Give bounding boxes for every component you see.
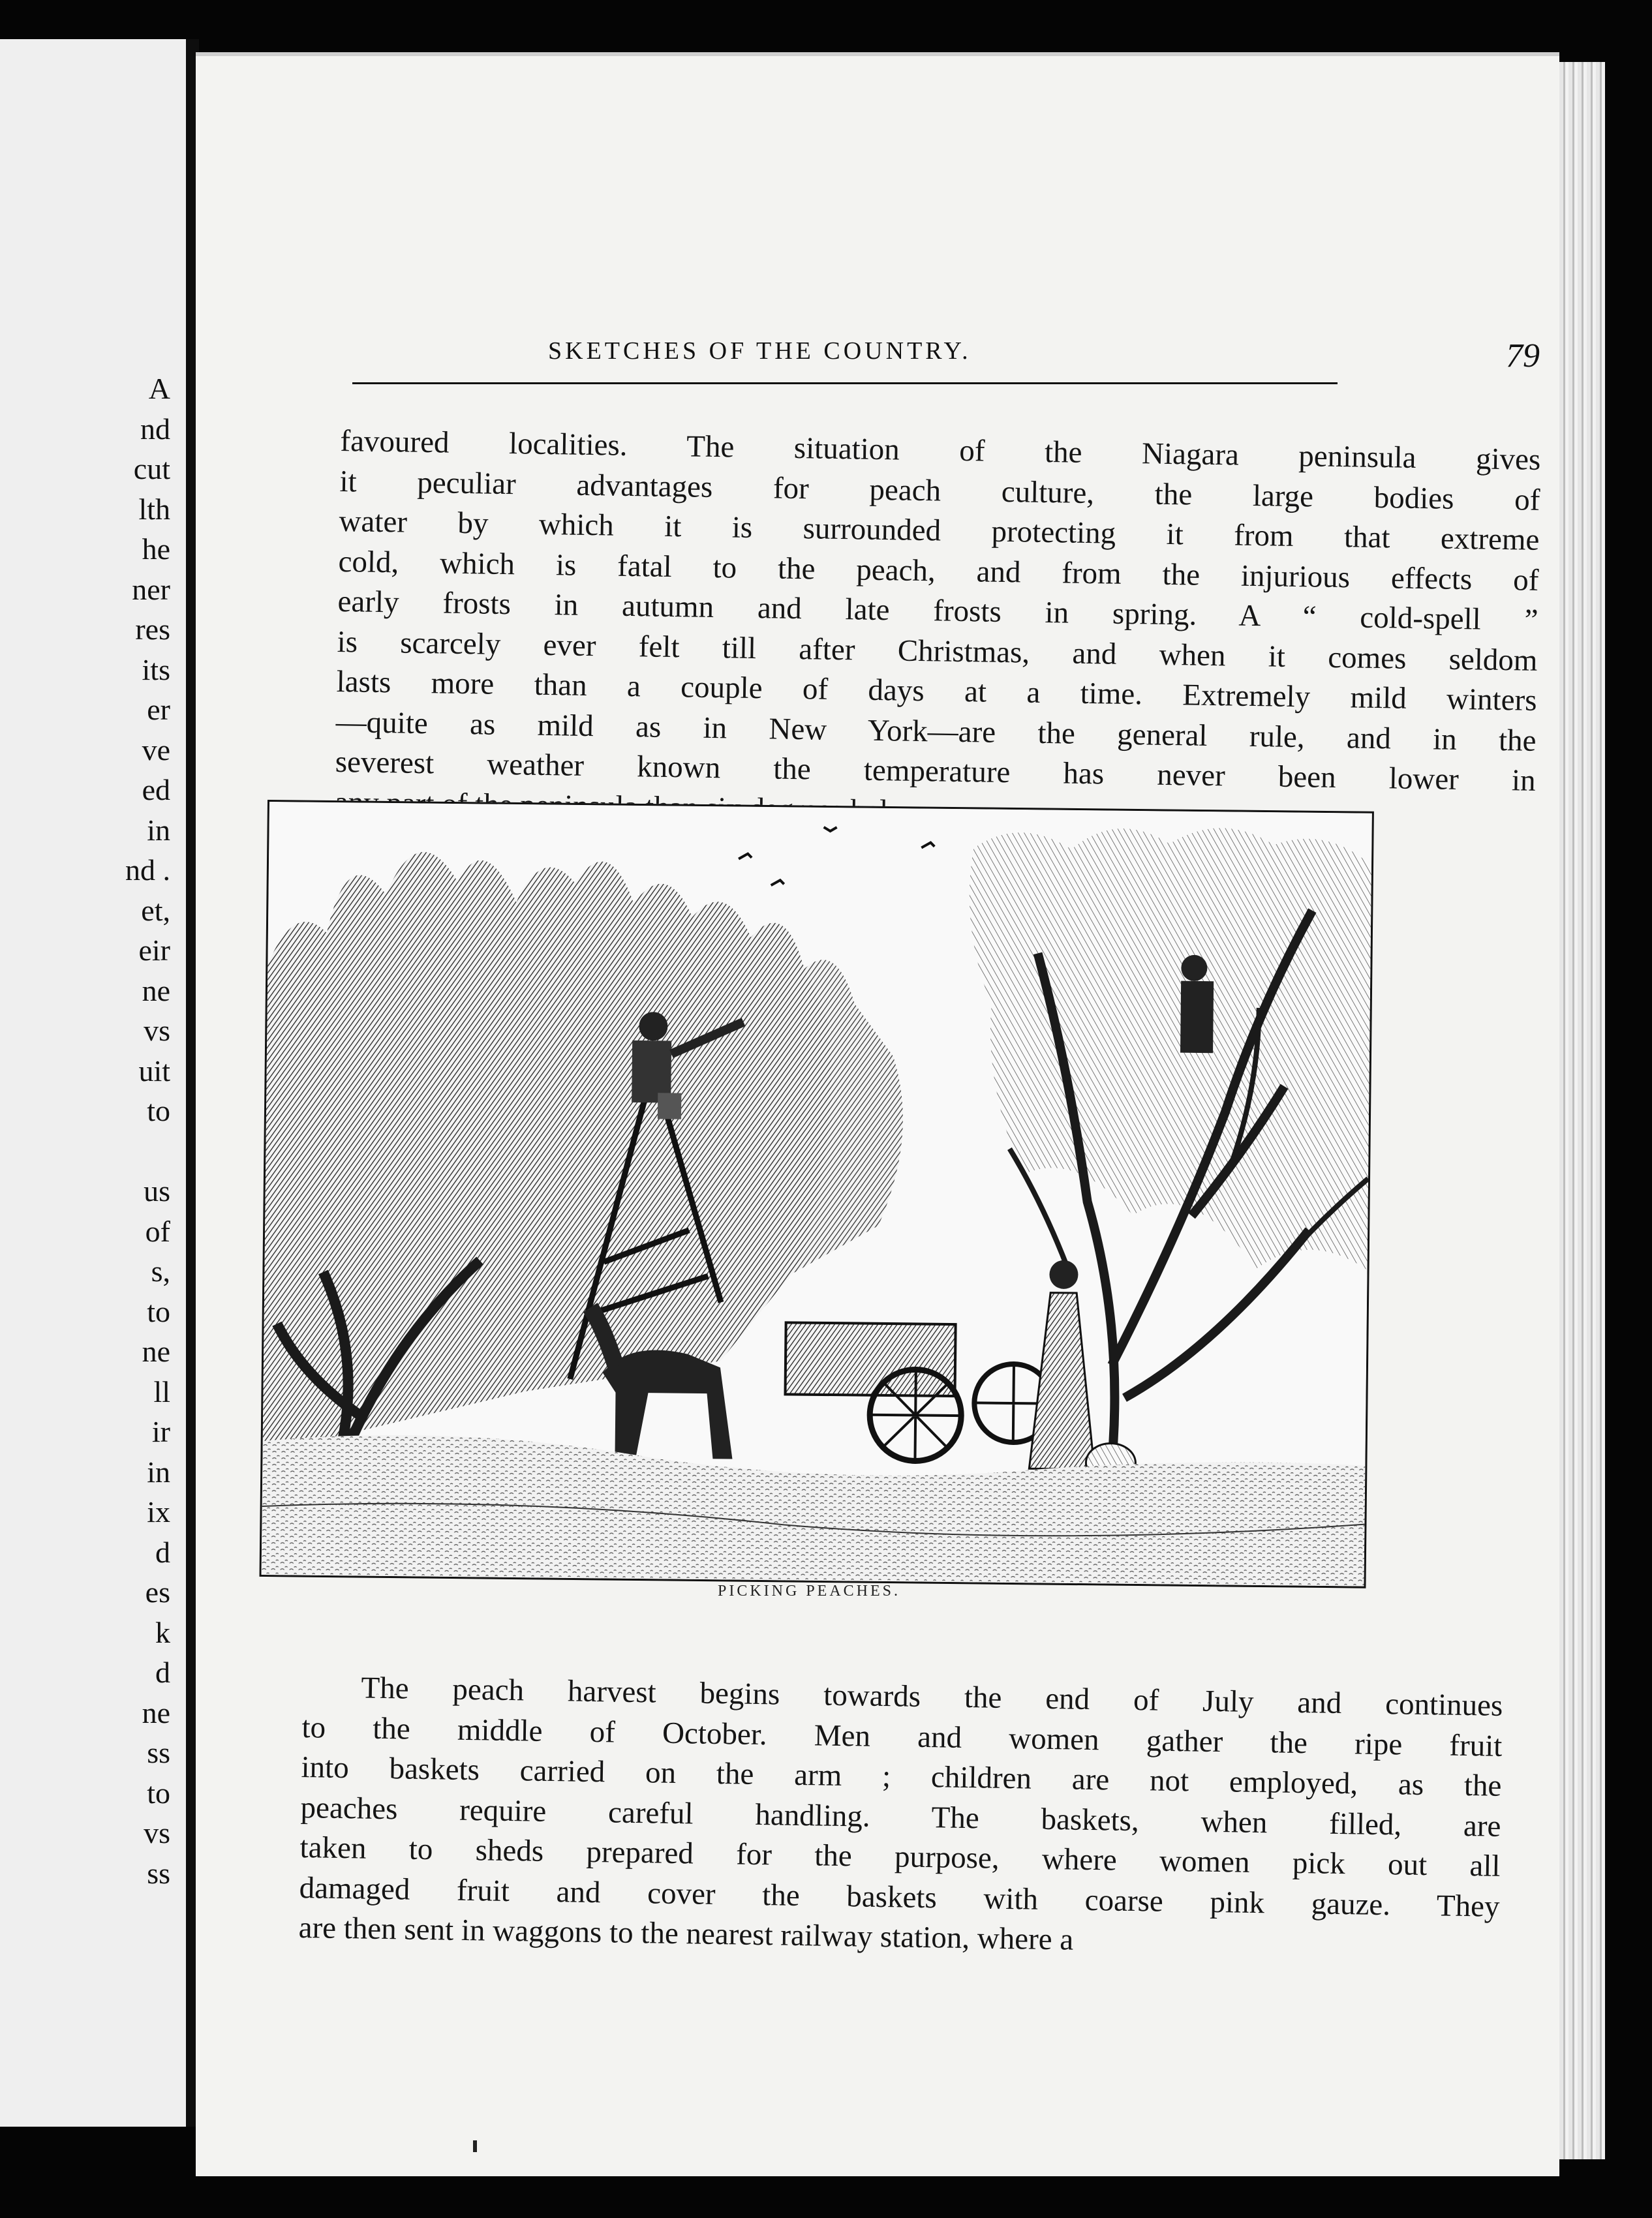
text-line: taken to sheds prepared for the purpose, where women pick out all: [299, 1830, 1501, 1883]
previous-page-fragment: ne: [142, 1335, 170, 1368]
running-title: SKETCHES OF THE COUNTRY.: [548, 337, 971, 365]
text-line: are then sent in waggons to the nearest railway station, where a: [298, 1910, 1074, 1957]
previous-page-fragment: to: [147, 1776, 170, 1810]
previous-page-fragment: ed: [142, 773, 170, 806]
previous-page-fragment: ve: [142, 733, 170, 767]
previous-page-fragment: he: [142, 532, 170, 566]
previous-page-fragment: ll: [153, 1375, 170, 1408]
previous-page-fragment: ne: [142, 1695, 170, 1729]
previous-page-fragment: eir: [138, 934, 170, 967]
previous-page-fragment: uit: [138, 1054, 170, 1087]
previous-page-fragment: ner: [132, 572, 170, 606]
previous-page-fragment: vs: [144, 1014, 170, 1047]
text-line: to the middle of October. Men and women gather the ripe fruit: [301, 1710, 1503, 1763]
previous-page-fragment: ix: [147, 1495, 170, 1528]
previous-page-line-ends: [125, 369, 170, 1893]
page: [196, 52, 1559, 2176]
text-line: cold, which is fatal to the peach, and from the injurious effects of: [338, 544, 1539, 598]
previous-page-fragment: in: [147, 813, 170, 847]
previous-page: [0, 39, 191, 2127]
previous-page-fragment: d: [155, 1656, 170, 1689]
previous-page-fragment: cut: [133, 452, 170, 485]
previous-page-fragment: its: [142, 652, 170, 686]
previous-page-fragment: ss: [147, 1856, 170, 1890]
figure-caption: PICKING PEACHES.: [718, 1583, 901, 1600]
previous-page-fragment: in: [147, 1455, 170, 1489]
previous-page-fragment: us: [144, 1174, 170, 1208]
previous-page-fragment: es: [145, 1575, 170, 1609]
previous-page-fragment: nd: [140, 412, 170, 446]
previous-page-fragment: ir: [151, 1415, 170, 1448]
text-line: is scarcely ever felt till after Christmas, and when it comes seldom: [337, 624, 1538, 678]
text-line: The peach harvest begins towards the end of July and continues: [361, 1671, 1503, 1723]
text-line: it peculiar advantages for peach culture, the large bodies of: [339, 464, 1540, 517]
text-line: early frosts in autumn and late frosts in spring. A “ cold-spell ”: [337, 584, 1538, 637]
previous-page-fragment: ne: [142, 973, 170, 1007]
previous-page-fragment: et,: [141, 893, 170, 927]
previous-page-fragment: [125, 1131, 170, 1172]
page-header: [352, 278, 1540, 395]
text-line: severest weather known the temperature has never been lower in: [335, 744, 1536, 798]
previous-page-fragment: lth: [138, 492, 170, 526]
text-line: —quite as mild as in New York—are the general rule, and in the: [335, 705, 1537, 758]
paragraph-2: [298, 1667, 1503, 1967]
previous-page-fragment: ss: [147, 1736, 170, 1769]
previous-page-fragment: nd .: [125, 853, 170, 887]
text-line: into baskets carried on the arm ; children are not employed, as the: [301, 1750, 1502, 1803]
previous-page-fragment: res: [135, 613, 170, 646]
previous-page-fragment: s,: [151, 1254, 170, 1288]
previous-page-fragment: d: [155, 1535, 170, 1569]
previous-page-fragment: to: [147, 1294, 170, 1328]
engraving-image: [262, 802, 1372, 1587]
previous-page-fragment: to: [147, 1094, 170, 1127]
previous-page-fragment: vs: [144, 1816, 170, 1849]
text-line: peaches require careful handling. The baskets, when filled, are: [300, 1790, 1501, 1844]
ink-speck: [473, 2140, 477, 2152]
illustration-picking-peaches: [260, 800, 1374, 1588]
page-number: 79: [1506, 337, 1540, 374]
previous-page-fragment: er: [147, 693, 170, 726]
text-line: water by which it is surrounded protecting it from that extreme: [339, 504, 1540, 557]
text-line: damaged fruit and cover the baskets with coarse pink gauze. They: [299, 1870, 1500, 1924]
page-edges: [1559, 62, 1605, 2159]
previous-page-fragment: A: [148, 372, 170, 405]
header-rule: [352, 382, 1338, 384]
text-line: favoured localities. The situation of the Niagara peninsula gives: [340, 423, 1541, 477]
previous-page-fragment: of: [145, 1214, 170, 1248]
previous-page-fragment: k: [155, 1615, 170, 1649]
text-line: lasts more than a couple of days at a time. Extremely mild winters: [336, 664, 1537, 718]
paragraph-1: [334, 421, 1540, 842]
